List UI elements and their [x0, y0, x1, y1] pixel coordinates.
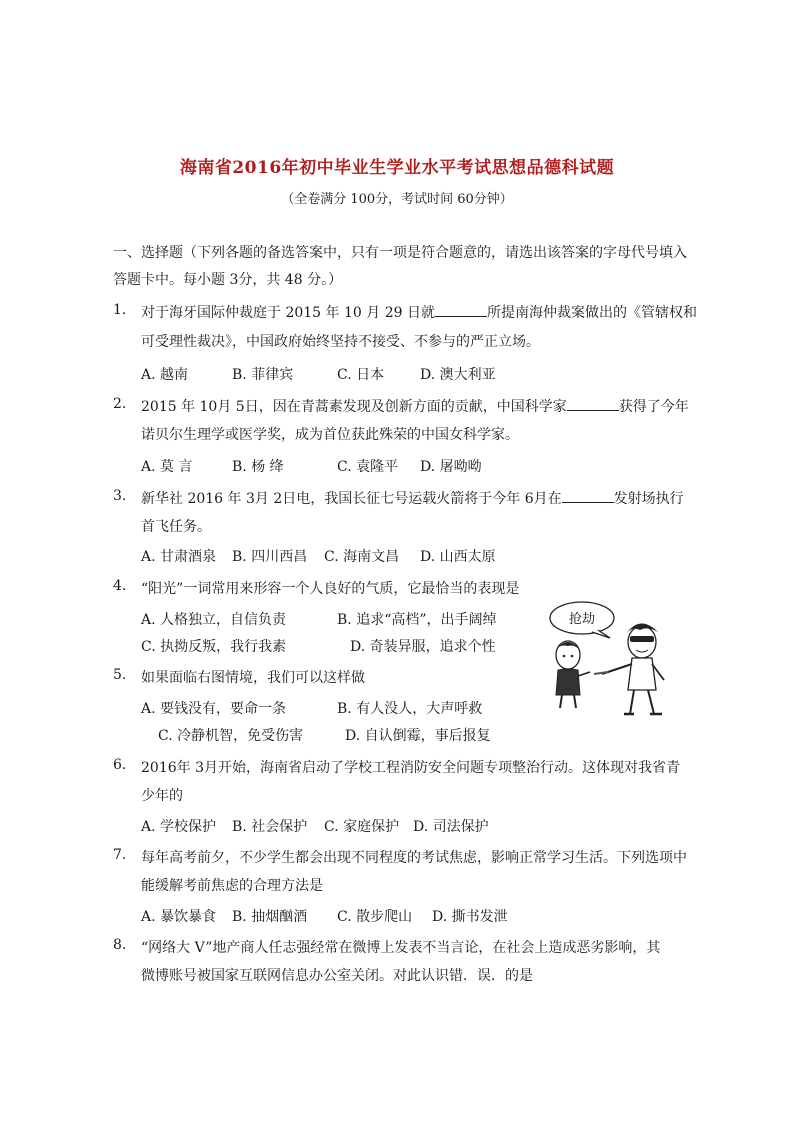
option: B. 四川西昌 [232, 549, 308, 565]
question-text-line2: 少年的 [141, 788, 183, 804]
option: C. 家庭保护 [324, 819, 400, 835]
question-text: “阳光”一词常用来形容一个人良好的气质，它最恰当的表现是 [141, 581, 520, 597]
question-text-part: 获得了今年 [618, 399, 689, 415]
question-text [141, 396, 689, 416]
option: D. 屠呦呦 [420, 459, 482, 475]
option: D. 撕书发泄 [432, 909, 508, 925]
option: B. 抽烟酗酒 [232, 909, 308, 925]
option: D. 澳大利亚 [420, 367, 496, 383]
option: B. 有人没人，大声呼救 [337, 701, 483, 717]
option: C. 袁隆平 [337, 459, 399, 475]
page-title: 海南省2016年初中毕业生学业水平考试思想品德科试题 [179, 158, 615, 178]
answer-blank [562, 488, 614, 503]
option: C. 冷静机智，免受伤害 [158, 728, 304, 744]
option: B. 社会保护 [232, 819, 308, 835]
option: A. 人格独立，自信负责 [141, 612, 287, 628]
option: D. 山西太原 [420, 549, 496, 565]
section-heading-line2: 答题卡中。每小题 3分，共 48 分。） [113, 272, 343, 288]
page-subtitle: （全卷满分 100分，考试时间 60分钟） [281, 192, 513, 207]
question-text-line2: 能缓解考前焦虑的合理方法是 [141, 878, 323, 894]
question-text-line2: 可受理性裁决》，中国政府始终坚持不接受、不参与的严正立场。 [141, 334, 540, 350]
question-number: 6. [113, 757, 127, 773]
question-text-part: 2015 年 10月 5日，因在青蒿素发现及创新方面的贡献，中国科学家 [141, 399, 567, 415]
robbery-cartoon-image [540, 590, 680, 720]
option: C. 散步爬山 [337, 909, 413, 925]
question-text-line2: 首飞任务。 [141, 519, 211, 535]
option: B. 菲律宾 [232, 367, 294, 383]
question-text-part: 所提南海仲裁案做出的《管辖权和 [486, 305, 697, 321]
option: A. 甘肃酒泉 [141, 549, 217, 565]
option: B. 追求“高档”，出手阔绰 [337, 612, 497, 628]
question-number: 7. [113, 847, 127, 863]
question-text [141, 488, 684, 508]
option: D. 奇装异服，追求个性 [350, 639, 496, 655]
option: A. 莫 言 [141, 459, 193, 475]
option: C. 日本 [337, 367, 385, 383]
question-text: 如果面临右图情境，我们可以这样做 [141, 670, 365, 686]
question-number: 5. [113, 667, 127, 683]
question-number: 2. [113, 396, 127, 412]
question-number: 4. [113, 578, 127, 594]
question-number: 1. [113, 302, 127, 318]
option: A. 越南 [141, 367, 189, 383]
option: A. 暴饮暴食 [141, 909, 217, 925]
option: C. 执拗反叛，我行我素 [141, 639, 287, 655]
question-text-line2: 微博账号被国家互联网信息办公室关闭。对此认识错．误．的是 [141, 968, 533, 984]
question-text: 2016年 3月开始，海南省启动了学校工程消防安全问题专项整治行动。这体现对我省青 [141, 760, 680, 776]
question-text-part: 发射场执行 [613, 491, 684, 507]
section-heading-line1: 一、选择题（下列各题的备选答案中，只有一项是符合题意的，请选出该答案的字母代号填入 [113, 245, 687, 261]
question-number: 8. [113, 937, 127, 953]
question-text-part: 对于海牙国际仲裁庭于 2015 年 10 月 29 日就 [141, 305, 435, 321]
question-text [141, 302, 697, 322]
option: C. 海南文昌 [324, 549, 400, 565]
option: D. 自认倒霉，事后报复 [345, 728, 491, 744]
question-text-line2: 诺贝尔生理学或医学奖，成为首位获此殊荣的中国女科学家。 [141, 427, 519, 443]
answer-blank [435, 302, 487, 317]
option: D. 司法保护 [413, 819, 489, 835]
option: B. 杨 绛 [232, 459, 284, 475]
cartoon-drawing [540, 590, 680, 720]
question-text-part: 新华社 2016 年 3月 2日电，我国长征七号运载火箭将于今年 6月在 [141, 491, 562, 507]
option: A. 要钱没有，要命一条 [141, 701, 287, 717]
speech-bubble-text: 抢劫 [568, 612, 596, 627]
question-text: “网络大 V”地产商人任志强经常在微博上发表不当言论，在社会上造成恶劣影响，其 [141, 940, 661, 956]
question-text: 每年高考前夕，不少学生都会出现不同程度的考试焦虑，影响正常学习生活。下列选项中 [141, 850, 687, 866]
answer-blank [567, 396, 619, 411]
option: A. 学校保护 [141, 819, 217, 835]
question-number: 3. [113, 488, 127, 504]
